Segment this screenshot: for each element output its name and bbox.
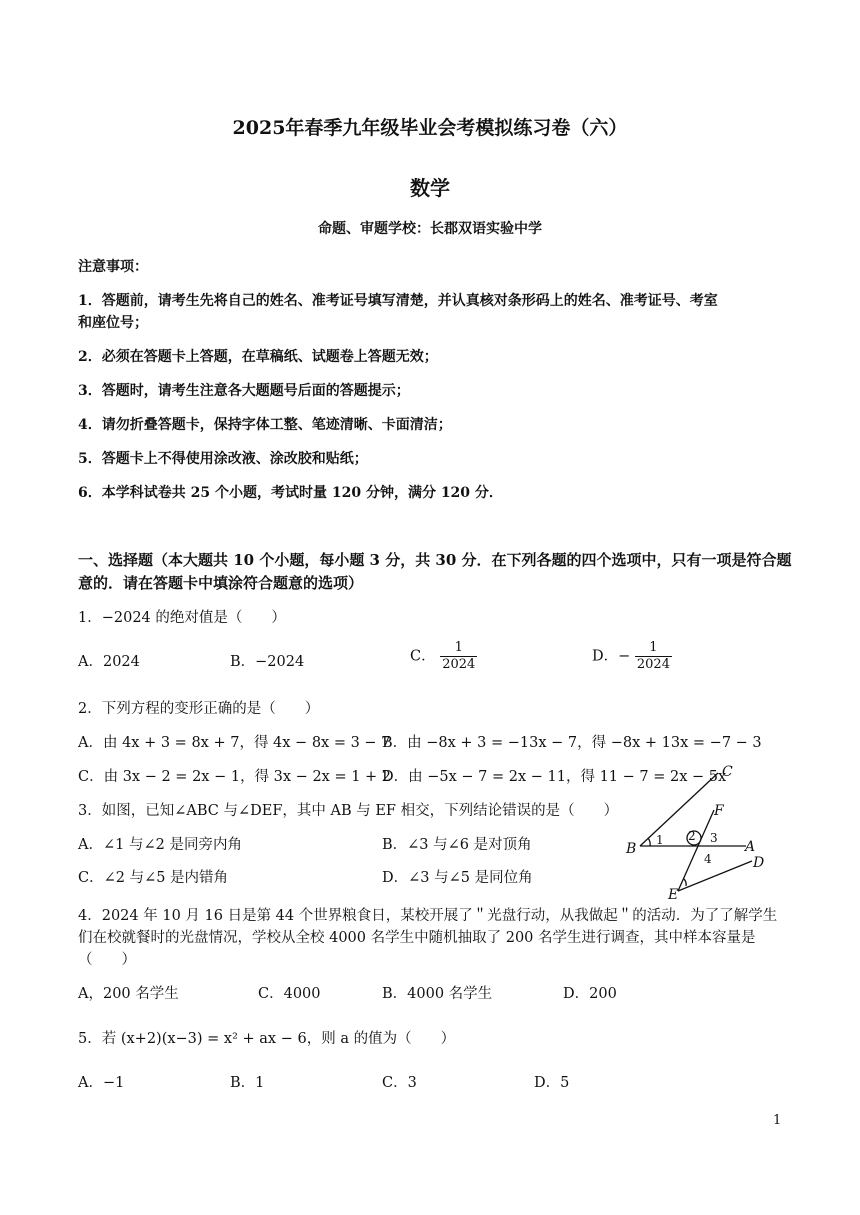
label-angle-1: 1 <box>656 833 664 847</box>
fraction-denominator: 2024 <box>442 657 476 672</box>
fraction <box>440 640 477 673</box>
note-item-5: 5．答题卡上不得使用涂改液、涂改胶和贴纸； <box>78 451 368 467</box>
option-d-label: D．− <box>592 648 631 665</box>
fraction <box>635 640 672 673</box>
note-item-4: 4．请勿折叠答题卡，保持字体工整、笔迹清晰、卡面清洁； <box>78 417 452 433</box>
question-1-option-d <box>592 640 672 673</box>
label-f: F <box>714 803 724 819</box>
note-item-1-cont: 和座位号； <box>78 315 148 331</box>
question-1-option-c <box>410 640 477 673</box>
school-line: 命题、审题学校：长郡双语实验中学 <box>318 221 542 237</box>
question-4-line3: （ ） <box>78 952 136 968</box>
question-3-option-b: B．∠3 与∠6 是对顶角 <box>382 837 532 853</box>
note-item-6: 6．本学科试卷共 25 个小题，考试时量 120 分钟，满分 120 分． <box>78 485 503 501</box>
fraction-numerator: 1 <box>440 640 477 657</box>
question-3-stem: 3．如图，已知∠ABC 与∠DEF，其中 AB 与 EF 相交，下列结论错误的是（ ） <box>78 803 619 819</box>
label-d: D <box>753 855 765 871</box>
subject-title: 数学 <box>410 176 450 200</box>
question-3-option-a: A．∠1 与∠2 是同旁内角 <box>78 837 242 853</box>
page-number: 1 <box>773 1113 782 1128</box>
question-3-option-c: C．∠2 与∠5 是内错角 <box>78 870 229 886</box>
question-4-option-b: C．4000 <box>258 986 321 1002</box>
question-2-stem: 2．下列方程的变形正确的是（ ） <box>78 701 320 717</box>
label-angle-4: 4 <box>704 852 712 866</box>
question-4-option-c: B．4000 名学生 <box>382 986 493 1002</box>
question-5-option-c: C．3 <box>382 1075 417 1091</box>
question-1-option-b: B．−2024 <box>230 654 305 670</box>
angle-arc-e <box>684 879 686 886</box>
ray-bc <box>640 773 718 846</box>
label-angle-2: 2 <box>688 829 696 843</box>
section-heading-line2: 意的．请在答题卡中填涂符合题意的选项） <box>78 574 364 592</box>
question-4-option-a: A，200 名学生 <box>78 986 179 1002</box>
question-4-option-d: D．200 <box>563 986 617 1002</box>
question-4-line2: 们在校就餐时的光盘情况，学校从全校 4000 名学生中随机抽取了 200 名学生进行调查，其中样本容量是 <box>78 930 756 946</box>
question-2-option-b: B．由 −8x + 3 = −13x − 7，得 −8x + 13x = −7 − 3 <box>382 735 762 751</box>
angle-arc-1 <box>648 838 650 846</box>
question-1-option-a: A．2024 <box>78 654 140 670</box>
label-a: A <box>745 839 756 855</box>
label-e: E <box>668 887 679 903</box>
question-3-option-d: D．∠3 与∠5 是同位角 <box>382 870 533 886</box>
notes-heading: 注意事项： <box>78 259 148 275</box>
question-5-stem: 5．若 (x+2)(x−3) = x² + ax − 6，则 a 的值为（ ） <box>78 1031 456 1047</box>
exam-title: 2025年春季九年级毕业会考模拟练习卷（六） <box>232 117 628 139</box>
note-item-3: 3．答题时，请考生注意各大题题号后面的答题提示； <box>78 383 410 399</box>
angle-figure <box>620 758 780 903</box>
label-b: B <box>626 841 637 857</box>
fraction-denominator: 2024 <box>636 657 670 672</box>
question-2-option-c: C．由 3x − 2 = 2x − 1，得 3x − 2x = 1 + 2 <box>78 769 392 785</box>
label-c: C <box>722 764 733 780</box>
label-angle-3: 3 <box>710 831 718 845</box>
section-heading-line1: 一、选择题（本大题共 10 个小题，每小题 3 分，共 30 分．在下列各题的四个选项中，只有一项是符合题 <box>78 551 792 569</box>
note-item-2: 2．必须在答题卡上答题，在草稿纸、试题卷上答题无效； <box>78 349 438 365</box>
question-5-option-a: A．−1 <box>78 1075 125 1091</box>
option-c-label: C． <box>410 648 436 665</box>
question-2-option-a: A．由 4x + 3 = 8x + 7，得 4x − 8x = 3 − 7 <box>78 735 391 751</box>
note-item-1: 1．答题前，请考生先将自己的姓名、准考证号填写清楚，并认真核对条形码上的姓名、准考证号、考室 <box>78 293 718 309</box>
question-4-line1: 4．2024 年 10 月 16 日是第 44 个世界粮食日，某校开展了＂光盘行动，从我做起＂的活动．为了了解学生 <box>78 908 778 924</box>
fraction-numerator: 1 <box>635 640 672 657</box>
question-5-option-b: B．1 <box>230 1075 265 1091</box>
question-1-stem: 1．−2024 的绝对值是（ ） <box>78 610 286 626</box>
question-5-option-d: D．5 <box>534 1075 570 1091</box>
question-2-option-d: D．由 −5x − 7 = 2x − 11，得 11 − 7 = 2x − 5x <box>382 769 727 785</box>
